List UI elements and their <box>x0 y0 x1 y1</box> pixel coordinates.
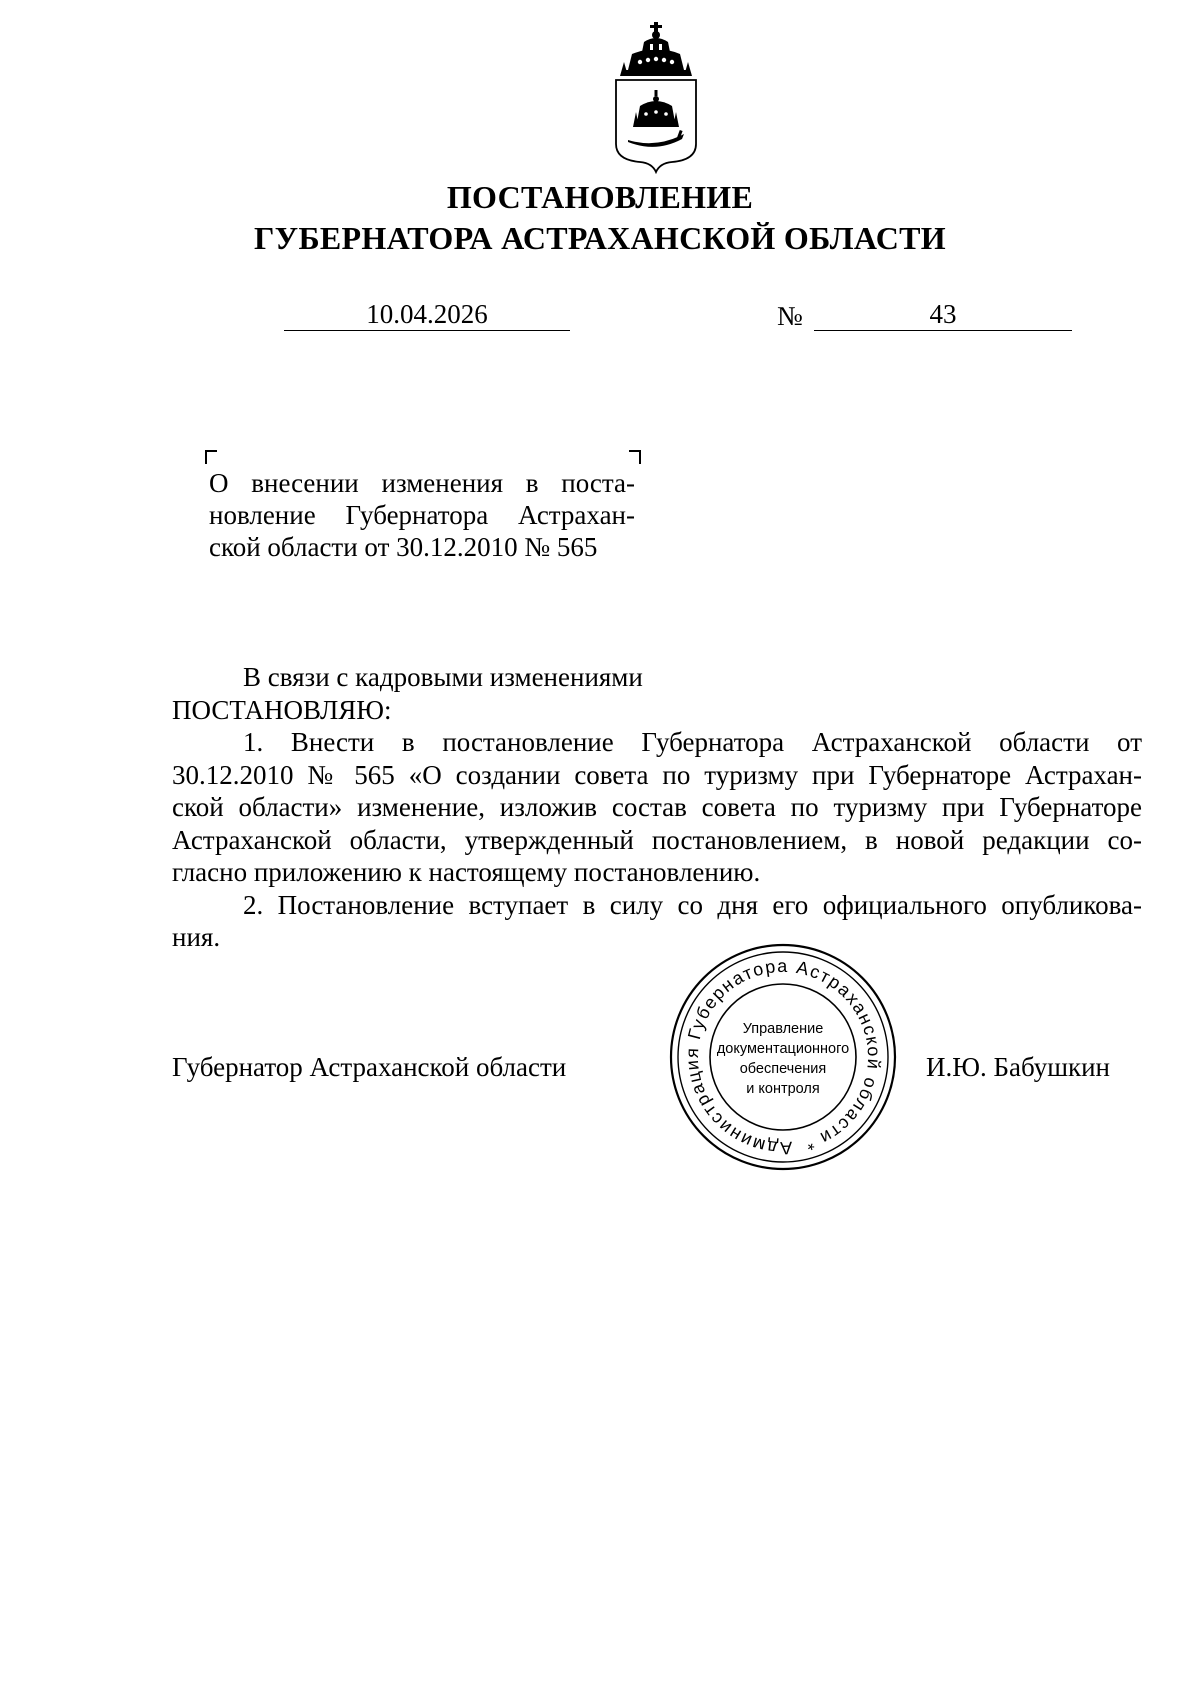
date-underline <box>284 330 570 331</box>
coat-of-arms-emblem <box>610 22 702 174</box>
document-subject <box>209 467 635 563</box>
body-line: 30.12.2010 № 565 «О создании совета по туризму при Губернаторе Астрахан- <box>172 759 1142 790</box>
document-number: 43 <box>929 299 957 329</box>
document-body <box>172 661 1142 954</box>
body-line: Астраханской области, утвержденный постановлением, в новой редакции со- <box>172 824 1142 855</box>
stamp-inner-line: обеспечения <box>739 1061 827 1077</box>
stamp-inner-line: документационного <box>716 1041 850 1057</box>
number-sign: № <box>777 301 803 331</box>
body-line: В связи с кадровыми изменениями <box>243 662 643 692</box>
subject-line: ской области от 30.12.2010 № 565 <box>209 532 598 562</box>
stamp-ring-text: Администрация Губернатора Астраханской области * <box>681 955 885 1159</box>
stamp-inner-line: и контроля <box>746 1081 820 1097</box>
subject-line: О внесении изменения в поста- <box>209 468 635 498</box>
subject-line: новление Губернатора Астрахан- <box>209 500 635 530</box>
signatory-name: И.Ю. Бабушкин <box>926 1052 1111 1082</box>
document-type-title: ПОСТАНОВЛЕНИЕ <box>446 179 754 215</box>
body-line: 1. Внести в постановление Губернатора Астраханской области от <box>243 727 1142 757</box>
body-line: ния. <box>172 922 221 952</box>
issuing-authority-title: ГУБЕРНАТОРА АСТРАХАНСКОЙ ОБЛАСТИ <box>254 220 946 256</box>
body-line: 2. Постановление вступает в силу со дня его официального опубликова- <box>243 889 1142 920</box>
number-underline <box>814 330 1072 331</box>
subject-corner-left <box>205 450 217 464</box>
stamp-inner-line: Управление <box>742 1021 824 1037</box>
body-line: ПОСТАНОВЛЯЮ: <box>172 694 392 725</box>
signatory-position: Губернатор Астраханской области <box>172 1052 567 1082</box>
body-line: ской области» изменение, изложив состав совета по туризму при Губернаторе <box>172 792 1142 822</box>
subject-corner-right <box>629 450 641 464</box>
official-stamp <box>668 942 898 1172</box>
document-date: 10.04.2026 <box>366 299 488 329</box>
body-line: гласно приложению к настоящему постановлению. <box>172 857 761 887</box>
